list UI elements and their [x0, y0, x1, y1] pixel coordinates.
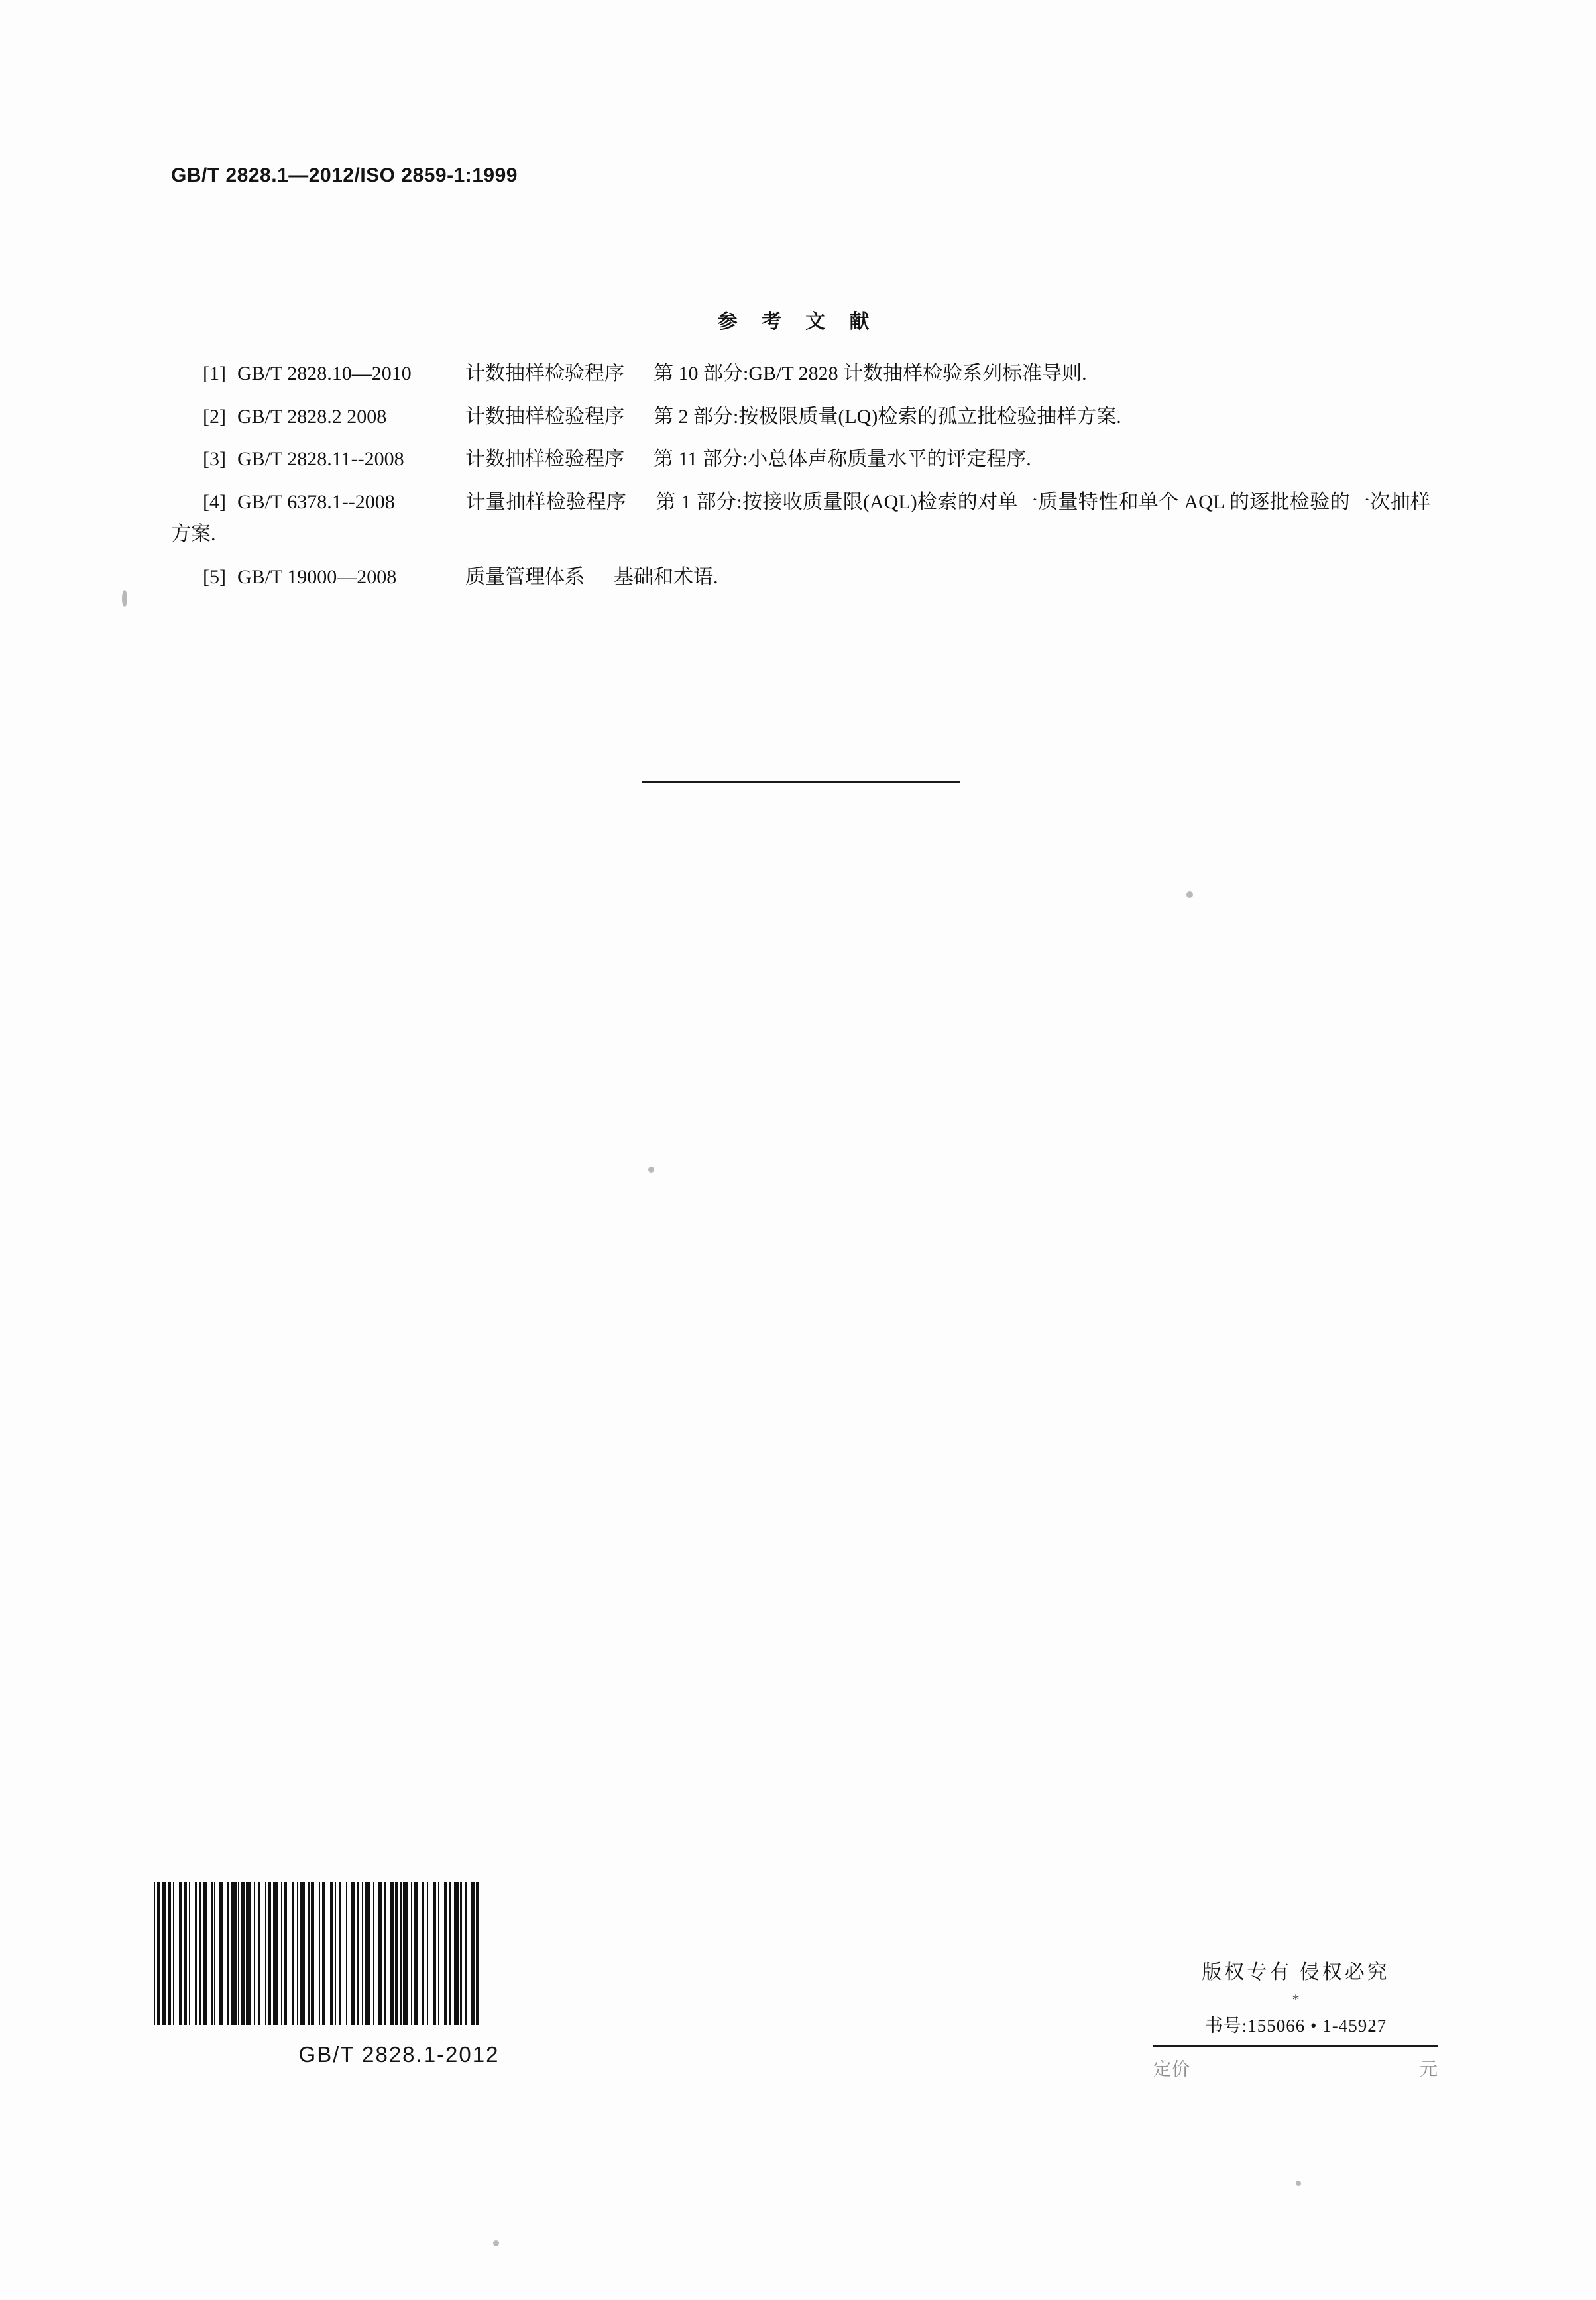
barcode-bar	[203, 1882, 207, 2025]
list-item	[171, 401, 1430, 433]
reference-title: 质量管理体系	[465, 565, 585, 588]
barcode-bar	[174, 1882, 179, 2025]
reference-list	[171, 358, 1430, 604]
barcode-bar	[231, 1882, 236, 2025]
barcode-bar	[386, 1882, 390, 2025]
scan-speck	[1296, 2181, 1301, 2186]
reference-marker: [1]	[203, 363, 226, 384]
page-header: GB/T 2828.1—2012/ISO 2859-1:1999	[171, 164, 518, 186]
reference-part: 第 2 部分:按极限质量(LQ)检索的孤立批检验抽样方案.	[654, 405, 1121, 428]
list-item	[171, 358, 1430, 390]
reference-part: 第 1 部分:按接收质量限(AQL)检索的对单一质量特性和单个 AQL 的逐批检验的一次抽样方案.	[171, 490, 1431, 546]
barcode-label: GB/T 2828.1-2012	[298, 2042, 500, 2067]
barcode-bar	[428, 1882, 433, 2025]
reference-title: 计数抽样检验程序	[465, 405, 624, 428]
barcode-bar	[273, 1882, 278, 2025]
reference-title: 计量抽样检验程序	[465, 490, 627, 513]
reference-title: 计数抽样检验程序	[465, 448, 624, 471]
barcode-bar	[341, 1882, 346, 2025]
book-number: 书号:155066 • 1-45927	[1204, 2016, 1387, 2036]
colophon	[1153, 1955, 1438, 2081]
barcode-bar	[467, 1882, 471, 2025]
reference-code: GB/T 2828.10—2010	[237, 363, 412, 384]
barcode-block	[154, 1882, 644, 2067]
reference-marker: [4]	[203, 490, 226, 513]
barcode-bar	[162, 1882, 166, 2025]
barcode-bar	[403, 1882, 408, 2025]
reference-code: GB/T 19000—2008	[237, 565, 397, 588]
price-value: 元	[1420, 2059, 1438, 2079]
barcode-bar	[260, 1882, 264, 2025]
price-label: 定价	[1153, 2059, 1190, 2079]
copyright-notice: 版权专有 侵权必究	[1202, 1961, 1390, 1983]
reference-marker: [3]	[203, 448, 226, 471]
barcode-bar	[300, 1882, 304, 2025]
barcode-bar	[287, 1882, 292, 2025]
reference-title: 计数抽样检验程序	[465, 363, 624, 384]
list-item	[171, 487, 1430, 551]
scan-speck	[1186, 891, 1193, 898]
barcode-bar	[351, 1882, 355, 2025]
reference-part: 第 11 部分:小总体声称质量水平的评定程序.	[654, 448, 1031, 471]
reference-code: GB/T 2828.11--2008	[237, 448, 404, 471]
reference-code: GB/T 2828.2 2008	[237, 405, 387, 428]
reference-marker: [2]	[203, 405, 226, 428]
list-item	[171, 561, 1430, 594]
scan-speck	[122, 590, 127, 607]
section-title: 参 考 文 献	[717, 311, 879, 333]
barcode-bar	[314, 1882, 319, 2025]
list-item	[171, 443, 1430, 476]
barcode-bar	[378, 1882, 382, 2025]
barcode-image	[154, 1882, 644, 2025]
barcode-bar	[219, 1882, 223, 2025]
barcode-bar	[325, 1882, 330, 2025]
reference-code: GB/T 6378.1--2008	[237, 490, 395, 513]
reference-part: 第 10 部分:GB/T 2828 计数抽样检验系列标准导则.	[654, 363, 1087, 384]
barcode-bar	[190, 1882, 195, 2025]
barcode-bar	[439, 1882, 444, 2025]
separator-star: *	[1292, 1991, 1300, 2008]
reference-marker: [5]	[203, 565, 226, 588]
reference-part: 基础和术语.	[614, 565, 718, 588]
barcode-bar	[365, 1882, 370, 2025]
barcode-bar	[418, 1882, 422, 2025]
barcode-bar	[246, 1882, 251, 2025]
scan-speck	[493, 2240, 499, 2246]
section-end-rule	[642, 781, 960, 783]
scan-speck	[648, 1167, 654, 1173]
colophon-rule	[1153, 2045, 1438, 2047]
price-line	[1153, 2055, 1438, 2081]
barcode-bar	[454, 1882, 459, 2025]
barcode-bar	[476, 1882, 479, 2025]
